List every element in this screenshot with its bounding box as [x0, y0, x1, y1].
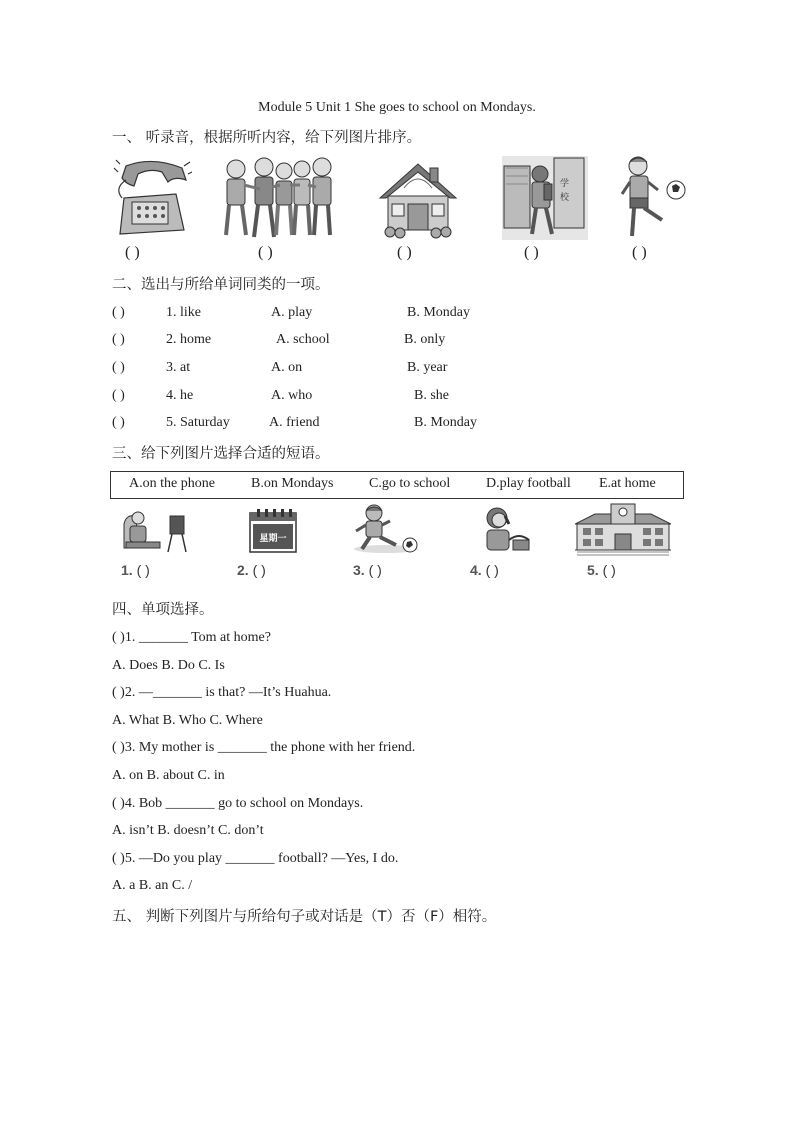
section1-blank[interactable]: ( ): [632, 244, 647, 261]
picture-number: 3.: [353, 562, 365, 578]
option-b: B. Monday: [414, 415, 477, 430]
section1-blank[interactable]: ( ): [397, 244, 412, 261]
phrase-option: B.on Mondays: [251, 476, 334, 491]
question-options: A. What B. Who C. Where: [112, 713, 263, 728]
option-b: B. only: [404, 332, 446, 347]
question-options: A. a B. an C. /: [112, 878, 193, 893]
given-word: 1. like: [166, 305, 201, 320]
given-word: 3. at: [166, 360, 191, 375]
answer-paren[interactable]: ( ): [112, 360, 125, 375]
answer-paren[interactable]: ( ): [136, 562, 150, 578]
phrase-option: A.on the phone: [129, 476, 215, 491]
girl-on-phone-icon: [479, 506, 533, 554]
children-group-icon: [220, 155, 336, 241]
girl-at-school-gate-icon: [502, 156, 588, 240]
option-b: B. she: [414, 388, 449, 403]
svg-text:校: 校: [560, 193, 570, 203]
worksheet-title: Module 5 Unit 1 She goes to school on Mondays.: [258, 100, 536, 115]
section2-heading: 二、选出与所给单词同类的一项。: [112, 277, 330, 293]
phrase-option: D.play football: [486, 476, 571, 491]
question-options: A. Does B. Do C. Is: [112, 658, 225, 673]
question-stem: ( )2. —_______ is that? —It’s Huahua.: [112, 685, 332, 700]
option-b: B. year: [407, 360, 448, 375]
section4-heading: 四、单项选择。: [112, 602, 214, 618]
option-a: A. on: [271, 360, 303, 375]
answer-paren[interactable]: ( ): [112, 332, 125, 347]
boy-kicking-ball-icon: [620, 154, 688, 240]
phrase-option: C.go to school: [369, 476, 451, 491]
section5-heading: 五、 判断下列图片与所给句子或对话是（T）否（F）相符。: [112, 909, 497, 925]
picture-number: 1.: [121, 562, 133, 578]
answer-paren[interactable]: ( ): [112, 388, 125, 403]
house-icon: [376, 160, 460, 240]
answer-paren[interactable]: ( ): [112, 305, 125, 320]
option-a: A. who: [271, 388, 313, 403]
section1-heading: 一、 听录音，根据所听内容，给下列图片排序。: [112, 130, 422, 146]
section1-blank[interactable]: ( ): [125, 244, 140, 261]
calendar-icon: [249, 507, 297, 553]
section1-blank[interactable]: ( ): [258, 244, 273, 261]
answer-paren[interactable]: ( ): [112, 415, 125, 430]
question-options: A. isn’t B. doesn’t C. don’t: [112, 823, 264, 838]
svg-text:星期一: 星期一: [259, 534, 287, 544]
picture-number: 4.: [470, 562, 482, 578]
answer-paren[interactable]: ( ): [368, 562, 382, 578]
boy-playing-football-icon: [352, 503, 424, 555]
answer-paren[interactable]: ( ): [252, 562, 266, 578]
question-options: A. on B. about C. in: [112, 768, 225, 783]
picture-number: 5.: [587, 562, 599, 578]
given-word: 4. he: [166, 388, 194, 403]
section1-blank[interactable]: ( ): [524, 244, 539, 261]
picture-number: 2.: [237, 562, 249, 578]
svg-text:学: 学: [560, 179, 570, 189]
answer-paren[interactable]: ( ): [602, 562, 616, 578]
telephone-icon: [112, 158, 192, 240]
school-building-icon: [575, 502, 671, 556]
option-a: A. school: [276, 332, 330, 347]
answer-paren[interactable]: ( ): [485, 562, 499, 578]
option-a: A. play: [271, 305, 313, 320]
question-stem: ( )4. Bob _______ go to school on Mondays.: [112, 796, 364, 811]
given-word: 2. home: [166, 332, 212, 347]
option-a: A. friend: [269, 415, 320, 430]
question-stem: ( )5. —Do you play _______ football? —Yes, I do.: [112, 851, 399, 866]
question-stem: ( )3. My mother is _______ the phone with her friend.: [112, 740, 416, 755]
section3-heading: 三、给下列图片选择合适的短语。: [112, 446, 330, 462]
option-b: B. Monday: [407, 305, 470, 320]
question-stem: ( )1. _______ Tom at home?: [112, 630, 271, 645]
child-watching-tv-icon: [120, 508, 190, 554]
phrase-option: E.at home: [599, 476, 656, 491]
given-word: 5. Saturday: [166, 415, 230, 430]
